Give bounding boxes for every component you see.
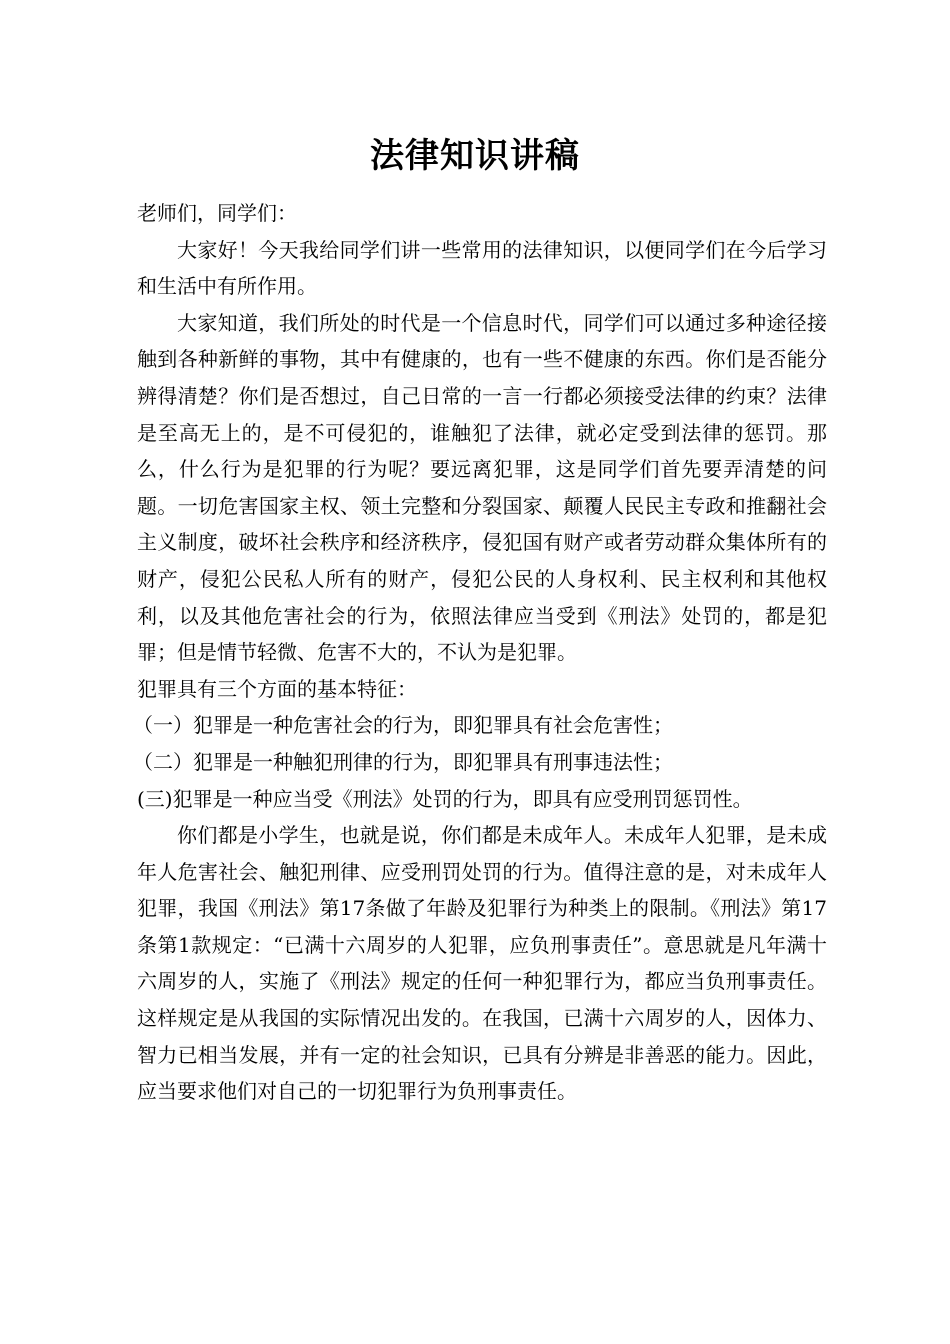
feature-item-1: （一）犯罪是一种危害社会的行为，即犯罪具有社会危害性； — [133, 713, 673, 738]
salutation: 老师们，同学们： — [137, 201, 297, 225]
feature-item-2: （二）犯罪是一种触犯刑律的行为，即犯罪具有刑事违法性； — [133, 749, 673, 774]
feature-item-3: (三)犯罪是一种应当受《刑法》处罚的行为，即具有应受刑罚惩罚性。 — [137, 786, 753, 811]
document-body — [133, 195, 827, 1110]
features-heading: 犯罪具有三个方面的基本特征： — [137, 676, 417, 701]
greeting-paragraph: 大家好！今天我给同学们讲一些常用的法律知识，以便同学们在今后学习和生活中有所作用。 — [137, 237, 827, 299]
crime-definition-paragraph: 大家知道，我们所处的时代是一个信息时代，同学们可以通过多种途径接触到各种新鲜的事物，其中有健康的，也有一些不健康的东西。你们是否能分辨得清楚？你们是否想过，自己日常的一言一行都必须接受法律的约束？法律是至高无上的，是不可侵犯的，谁触犯了法律，就必定受到法律的惩罚。那么，什么行为是犯罪的行为呢？要远离犯罪，这是同学们首先要弄清楚的问题。一切危害国家主权、领土完整和分裂国家、颠覆人民民主专政和推翻社会主义制度，破坏社会秩序和经济秩序，侵犯国有财产或者劳动群众集体所有的财产，侵犯公民私人所有的财产，侵犯公民的人身权利、民主权利和其他权利，以及其他危害社会的行为，依照法律应当受到《刑法》处罚的，都是犯罪；但是情节轻微、危害不大的，不认为是犯罪。 — [137, 310, 827, 665]
minor-crime-paragraph: 你们都是小学生，也就是说，你们都是未成年人。未成年人犯罪，是未成年人危害社会、触犯刑律、应受刑罚处罚的行为。值得注意的是，对未成年人犯罪，我国《刑法》第17条做了年龄及犯罪行为种类上的限制。《刑法》第17条第1款规定：“已满十六周岁的人犯罪，应负刑事责任”。意思就是凡年满十六周岁的人，实施了《刑法》规定的任何一种犯罪行为，都应当负刑事责任。这样规定是从我国的实际情况出发的。在我国，已满十六周岁的人，因体力、智力已相当发展，并有一定的社会知识，已具有分辨是非善恶的能力。因此，应当要求他们对自己的一切犯罪行为负刑事责任。 — [137, 823, 827, 1104]
page-title: 法律知识讲稿 — [370, 136, 580, 176]
